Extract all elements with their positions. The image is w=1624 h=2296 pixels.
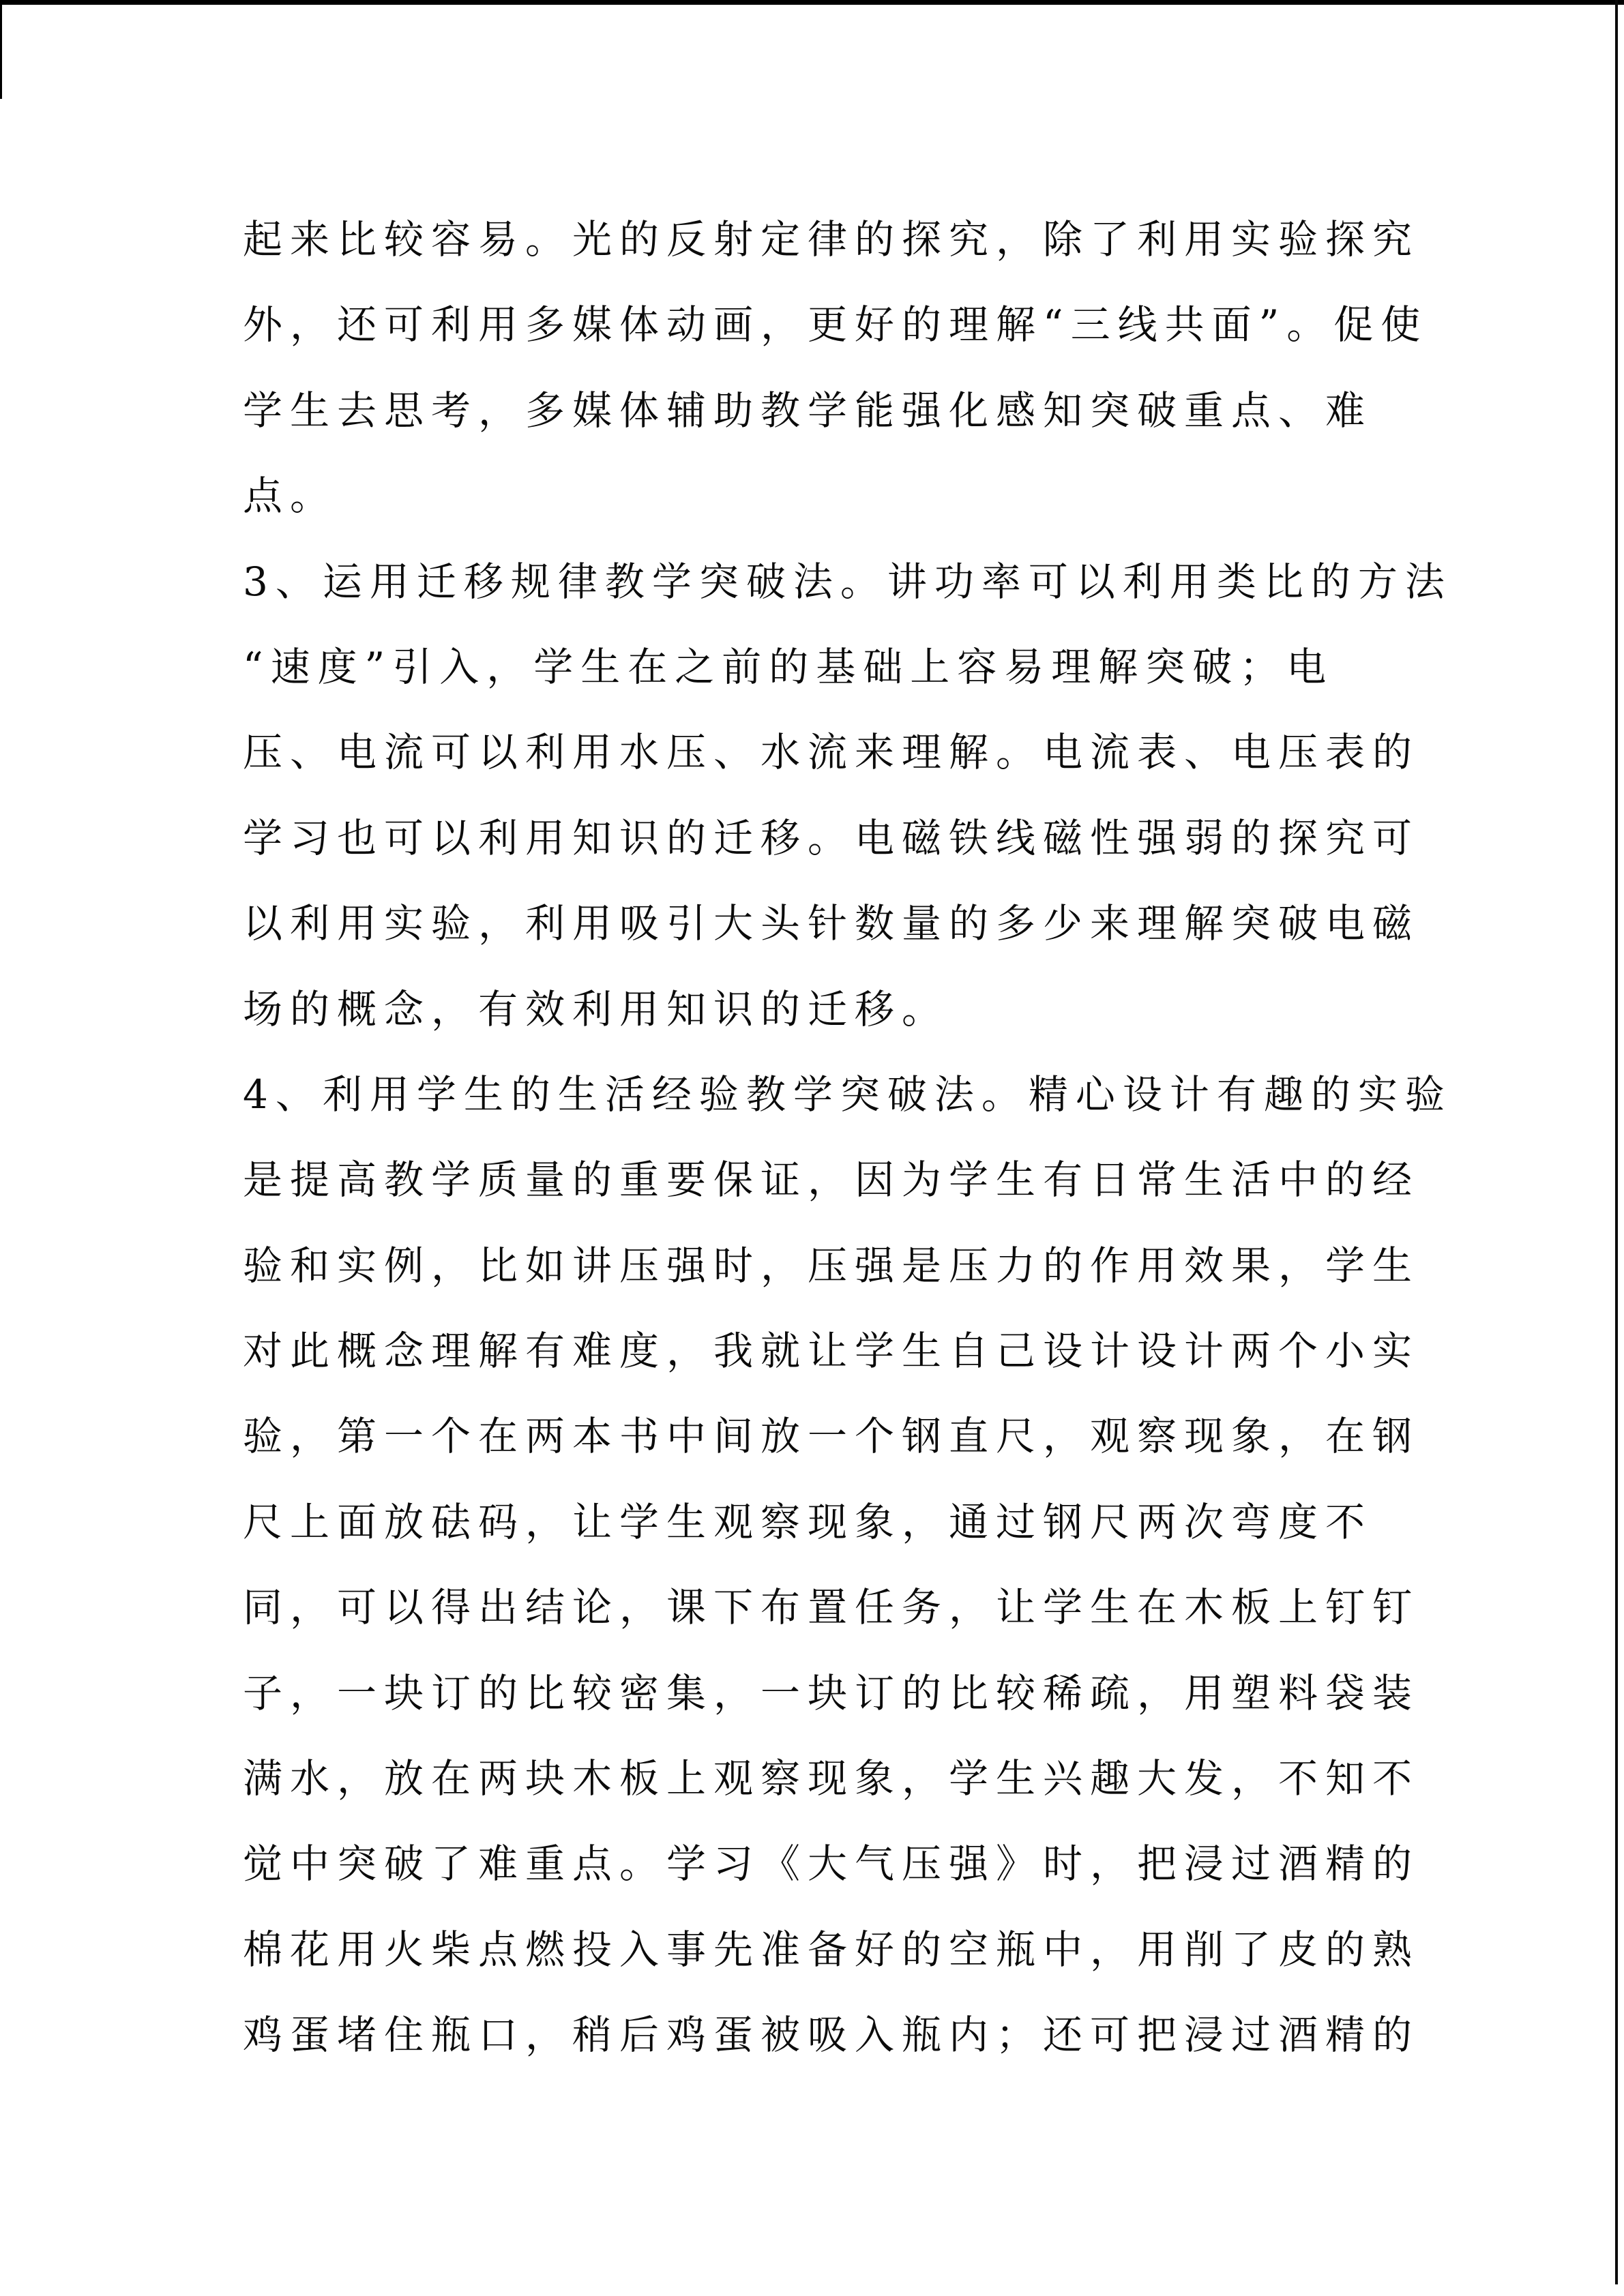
text-line: 验和实例，比如讲压强时，压强是压力的作用效果，学生 <box>243 1242 1420 1289</box>
text-line: 点。 <box>243 473 338 520</box>
text-line: 场的概念，有效利用知识的迁移。 <box>243 985 949 1032</box>
left-scan-edge-line <box>0 0 2 99</box>
text-line: 棉花用火柴点燃投入事先准备好的空瓶中，用削了皮的熟 <box>243 1926 1420 1973</box>
text-line: 学生去思考，多媒体辅助教学能强化感知突破重点、难 <box>243 387 1373 434</box>
text-line: 鸡蛋堵住瓶口，稍后鸡蛋被吸入瓶内；还可把浸过酒精的 <box>243 2012 1420 2059</box>
text-line: 验，第一个在两本书中间放一个钢直尺，观察现象，在钢 <box>243 1413 1420 1460</box>
text-line: 学习也可以利用知识的迁移。电磁铁线磁性强弱的探究可 <box>243 814 1420 861</box>
top-scan-edge-bar <box>0 0 1624 5</box>
text-line: 同，可以得出结论，课下布置任务，让学生在木板上钉钉 <box>243 1584 1420 1631</box>
text-line: 尺上面放砝码，让学生观察现象，通过钢尺两次弯度不 <box>243 1498 1373 1545</box>
text-line: “速度”引入，学生在之前的基础上容易理解突破；电 <box>243 643 1334 690</box>
text-line: 子，一块订的比较密集，一块订的比较稀疏，用塑料袋装 <box>243 1669 1420 1716</box>
text-line: 3、运用迁移规律教学突破法。讲功率可以利用类比的方法 <box>243 558 1452 605</box>
right-scan-edge-line <box>1615 0 1618 2284</box>
document-text-block <box>243 197 1452 2078</box>
text-line: 外，还可利用多媒体动画，更好的理解“三线共面”。促使 <box>243 301 1428 348</box>
text-line: 是提高教学质量的重要保证，因为学生有日常生活中的经 <box>243 1157 1420 1204</box>
text-line: 对此概念理解有难度，我就让学生自己设计设计两个小实 <box>243 1328 1420 1375</box>
text-line: 满水，放在两块木板上观察现象，学生兴趣大发，不知不 <box>243 1755 1420 1802</box>
text-line: 以利用实验，利用吸引大头针数量的多少来理解突破电磁 <box>243 900 1420 947</box>
text-line: 起来比较容易。光的反射定律的探究，除了利用实验探究 <box>243 216 1420 263</box>
text-line: 压、电流可以利用水压、水流来理解。电流表、电压表的 <box>243 729 1420 776</box>
text-line: 觉中突破了难重点。学习《大气压强》时，把浸过酒精的 <box>243 1840 1420 1888</box>
text-line: 4、利用学生的生活经验教学突破法。精心设计有趣的实验 <box>243 1071 1452 1118</box>
